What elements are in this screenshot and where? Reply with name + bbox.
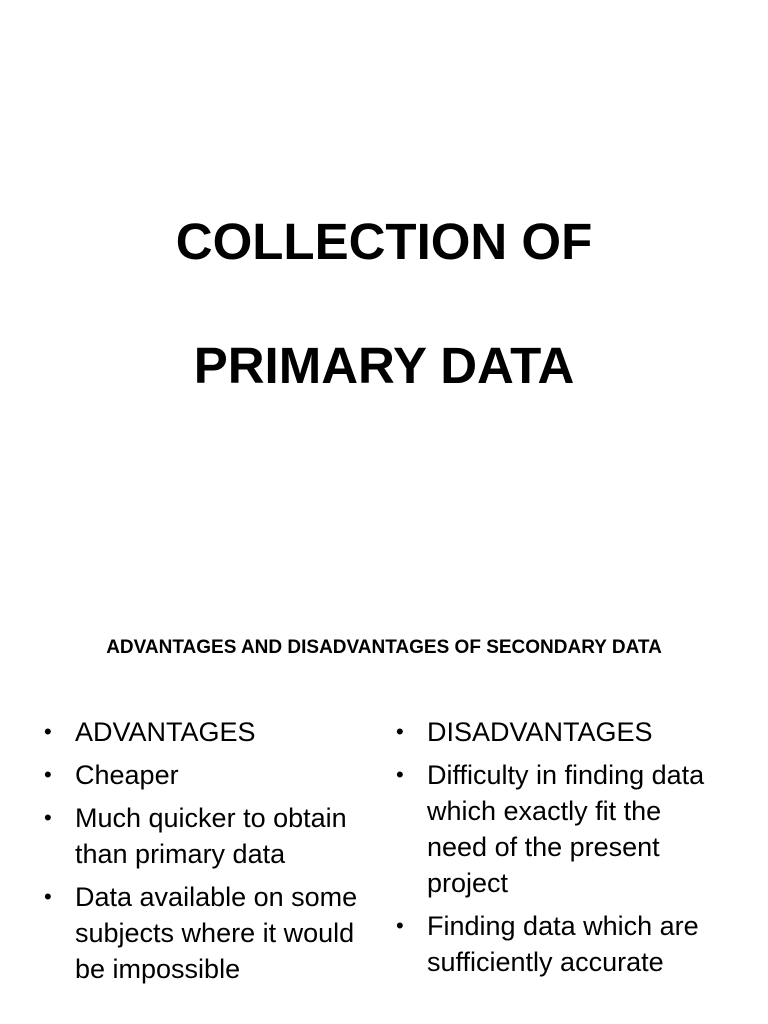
advantages-list: [44, 714, 384, 994]
slide-title-line-2: PRIMARY DATA: [193, 337, 575, 394]
advantage-item: • Data available on some subjects where it would be impossible: [44, 879, 384, 987]
disadvantage-item: • Finding data which are sufficiently accurate: [396, 908, 726, 980]
disadvantages-heading: • DISADVANTAGES: [396, 714, 726, 750]
advantages-heading: • ADVANTAGES: [44, 714, 384, 750]
advantage-item: • Much quicker to obtain than primary data: [44, 800, 384, 872]
section-subtitle: ADVANTAGES AND DISADVANTAGES OF SECONDARY DATA: [106, 637, 662, 658]
advantage-item: • Cheaper: [44, 757, 384, 793]
disadvantages-list: [396, 714, 726, 987]
disadvantage-item: • Difficulty in finding data which exactly fit the need of the present project: [396, 757, 726, 901]
slide-title-line-1: COLLECTION OF: [175, 213, 593, 270]
